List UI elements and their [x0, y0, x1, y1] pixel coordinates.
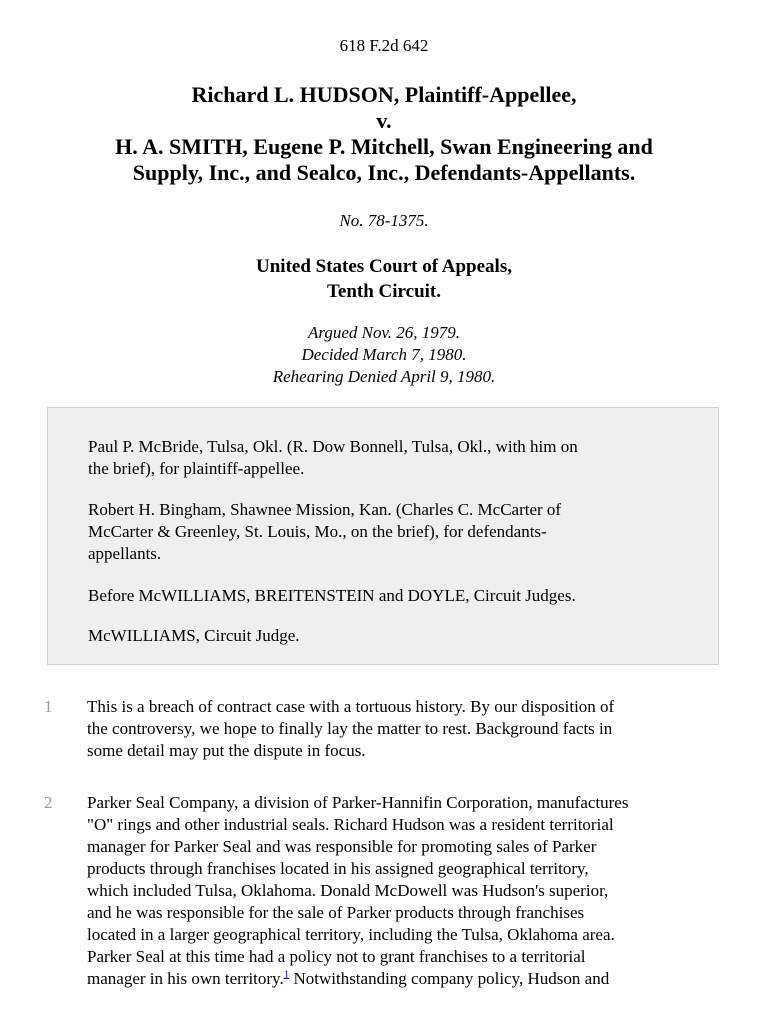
case-title-line: v. — [376, 108, 392, 133]
counsel-line: Robert H. Bingham, Shawnee Mission, Kan. (Charles C. McCarter of — [88, 500, 562, 519]
case-citation: 618 F.2d 642 — [339, 36, 429, 55]
court-name — [0, 254, 768, 304]
argued-date: Argued Nov. 26, 1979. — [307, 323, 461, 342]
paragraph-line: some detail may put the dispute in focus. — [87, 741, 366, 760]
paragraph-line: "O" rings and other industrial seals. Richard Hudson was a resident territorial — [87, 815, 614, 834]
counsel-line: McCarter & Greenley, St. Louis, Mo., on the brief), for defendants- — [88, 522, 547, 541]
paragraph-line: Parker Seal at this time had a policy not to grant franchises to a territorial — [87, 947, 586, 966]
defendant-counsel — [88, 499, 688, 565]
plaintiff-counsel — [88, 436, 688, 480]
paragraph-text — [87, 696, 727, 762]
counsel-line: appellants. — [88, 544, 162, 563]
panel-judges: Before McWILLIAMS, BREITENSTEIN and DOYLE, Circuit Judges. — [88, 586, 576, 605]
paragraph-line: Notwithstanding company policy, Hudson and — [289, 969, 610, 988]
rehearing-date: Rehearing Denied April 9, 1980. — [272, 367, 496, 386]
case-title — [40, 82, 728, 186]
paragraph-line: the controversy, we hope to finally lay the matter to rest. Background facts in — [87, 719, 613, 738]
paragraph-text — [87, 792, 727, 990]
docket-number: No. 78-1375. — [339, 211, 429, 230]
paragraph-line: which included Tulsa, Oklahoma. Donald McDowell was Hudson's superior, — [87, 881, 609, 900]
paragraph-number: 1 — [44, 697, 53, 716]
paragraph-line: Parker Seal Company, a division of Parker-Hannifin Corporation, manufactures — [87, 793, 629, 812]
paragraph-line: products through franchises located in his assigned geographical territory, — [87, 859, 589, 878]
paragraph-line: and he was responsible for the sale of Parker products through franchises — [87, 903, 585, 922]
court-name-line: Tenth Circuit. — [326, 281, 442, 302]
counsel-line: Paul P. McBride, Tulsa, Okl. (R. Dow Bonnell, Tulsa, Okl., with him on — [88, 437, 578, 456]
case-title-line: Richard L. HUDSON, Plaintiff-Appellee, — [191, 82, 577, 107]
paragraph-line: manager in his own territory. — [87, 969, 284, 988]
paragraph-number: 2 — [44, 793, 53, 812]
case-title-line: Supply, Inc., and Sealco, Inc., Defendants-Appellants. — [132, 160, 636, 185]
footnote-1-link[interactable]: 1 — [283, 968, 290, 981]
paragraph-line: located in a larger geographical territory, including the Tulsa, Oklahoma area. — [87, 925, 615, 944]
paragraph-line: This is a breach of contract case with a tortuous history. By our disposition of — [87, 697, 615, 716]
court-name-line: United States Court of Appeals, — [256, 256, 512, 277]
opinion-author: McWILLIAMS, Circuit Judge. — [88, 626, 300, 645]
counsel-line: the brief), for plaintiff-appellee. — [88, 459, 305, 478]
counsel-box — [47, 407, 719, 665]
case-dates — [0, 322, 768, 388]
paragraph-line: manager for Parker Seal and was responsible for promoting sales of Parker — [87, 837, 597, 856]
decided-date: Decided March 7, 1980. — [301, 345, 467, 364]
case-title-line: H. A. SMITH, Eugene P. Mitchell, Swan Engineering and — [115, 134, 653, 159]
